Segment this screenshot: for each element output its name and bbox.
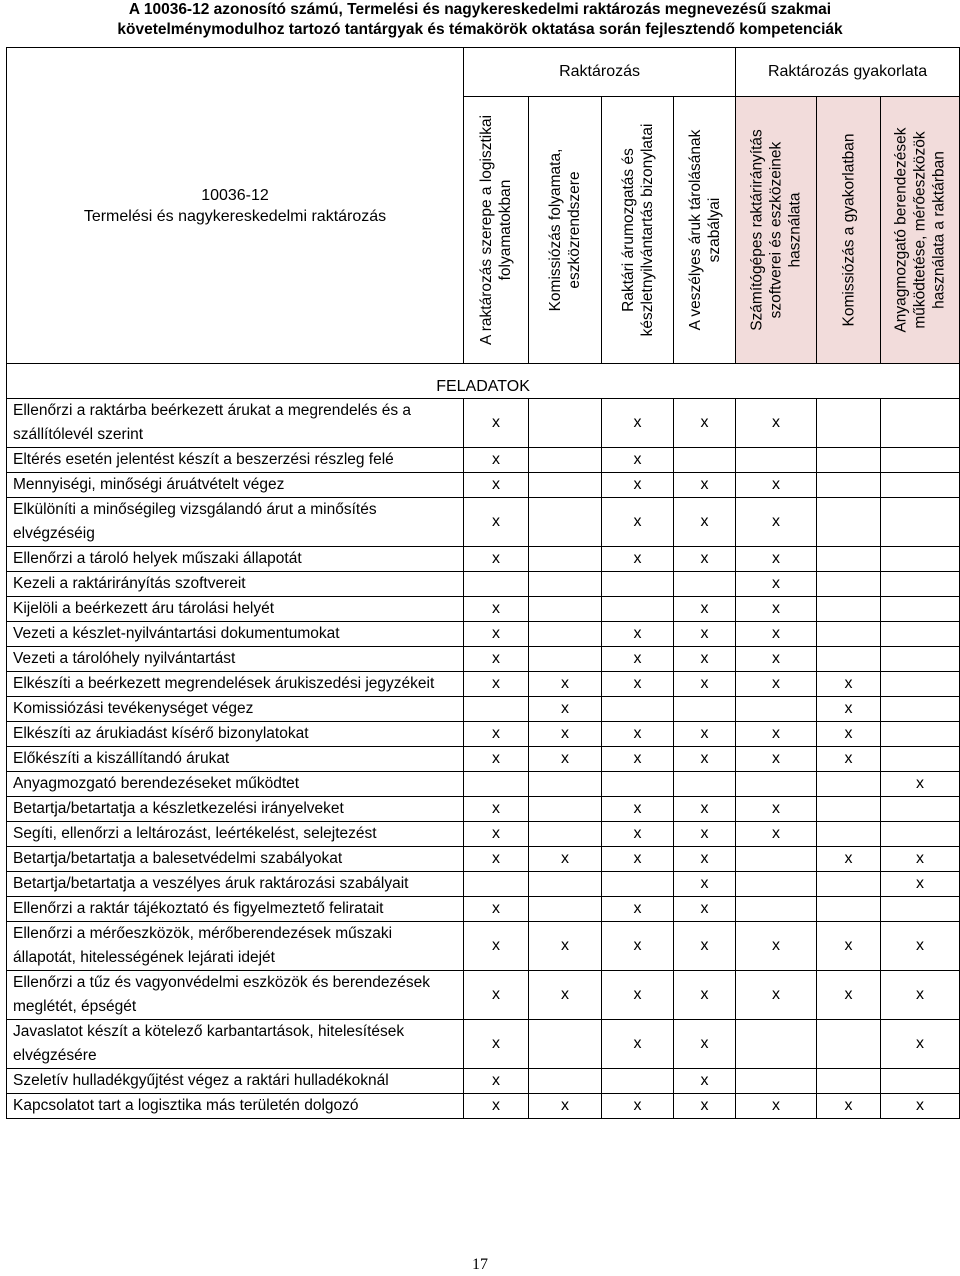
mark-cell [529,473,602,498]
task-cell: Ellenőrzi a tűz és vagyonvédelmi eszközök és berendezések meglétét, épségét [7,971,464,1020]
task-cell: Előkészíti a kiszállítandó árukat [7,747,464,772]
task-cell: Elkészíti az árukiadást kísérő bizonylatokat [7,722,464,747]
table-row [7,747,960,772]
table-row [7,473,960,498]
mark-cell: x [464,722,529,747]
mark-cell: x [736,572,817,597]
title-line-2: követelménymodulhoz tartozó tantárgyak és témakörök oktatása során fejlesztendő kompetenciák [117,21,843,38]
mark-cell: x [674,797,736,822]
task-cell: Kapcsolatot tart a logisztika más területén dolgozó [7,1094,464,1119]
mark-cell: x [817,922,881,971]
task-cell: Kezeli a raktárirányítás szoftvereit [7,572,464,597]
mark-cell: x [464,622,529,647]
mark-cell [529,797,602,822]
task-cell: Elkülöníti a minőségileg vizsgálandó árut a minősítés elvégzéséig [7,498,464,547]
table-row [7,897,960,922]
table-row [7,1020,960,1069]
mark-cell [464,772,529,797]
mark-cell [881,572,960,597]
mark-cell [529,822,602,847]
mark-cell [736,1069,817,1094]
mark-cell [674,697,736,722]
mark-cell [817,1020,881,1069]
mark-cell: x [736,922,817,971]
mark-cell: x [736,672,817,697]
document-title [20,0,940,40]
task-cell: Vezeti a készlet-nyilvántartási dokumentumokat [7,622,464,647]
mark-cell: x [602,847,674,872]
mark-cell [881,622,960,647]
subject-header-row [7,48,960,97]
topic-header-3 [602,97,674,364]
mark-cell [881,547,960,572]
subject-raktarozas: Raktározás [464,48,736,97]
mark-cell [817,572,881,597]
table-row [7,697,960,722]
mark-cell [736,772,817,797]
mark-cell [674,572,736,597]
mark-cell [817,772,881,797]
mark-cell: x [817,747,881,772]
mark-cell: x [464,747,529,772]
topic-header-2 [529,97,602,364]
mark-cell: x [464,971,529,1020]
tasks-header-row [7,364,960,399]
mark-cell [529,872,602,897]
mark-cell: x [464,1069,529,1094]
task-cell: Vezeti a tárolóhely nyilvántartást [7,647,464,672]
mark-cell: x [674,1020,736,1069]
mark-cell: x [736,622,817,647]
topic-label: Számítógépes raktárirányítás szoftverei és eszközeinek használata [748,129,804,331]
mark-cell: x [736,747,817,772]
mark-cell [529,597,602,622]
mark-cell: x [674,847,736,872]
tasks-header: FELADATOK [7,364,960,399]
table-row [7,822,960,847]
mark-cell: x [736,722,817,747]
mark-cell: x [674,547,736,572]
mark-cell: x [736,473,817,498]
task-cell: Mennyiségi, minőségi áruátvételt végez [7,473,464,498]
task-cell: Szeletív hulladékgyűjtést végez a raktári hulladékoknál [7,1069,464,1094]
mark-cell: x [881,1094,960,1119]
mark-cell: x [464,847,529,872]
mark-cell [817,448,881,473]
mark-cell: x [674,722,736,747]
task-cell: Segíti, ellenőrzi a leltározást, leértékelést, selejtezést [7,822,464,847]
mark-cell: x [529,672,602,697]
mark-cell [817,597,881,622]
mark-cell: x [674,498,736,547]
task-cell: Ellenőrzi a raktár tájékoztató és figyelmeztető feliratait [7,897,464,922]
mark-cell [881,597,960,622]
task-cell: Betartja/betartatja a készletkezelési irányelveket [7,797,464,822]
mark-cell: x [602,922,674,971]
mark-cell: x [674,622,736,647]
mark-cell [464,572,529,597]
mark-cell: x [674,473,736,498]
mark-cell: x [464,473,529,498]
topic-header-7 [881,97,960,364]
mark-cell: x [529,722,602,747]
task-cell: Betartja/betartatja a veszélyes áruk raktározási szabályait [7,872,464,897]
table-row [7,597,960,622]
mark-cell [881,747,960,772]
mark-cell [529,498,602,547]
mark-cell [529,448,602,473]
title-line-1: A 10036-12 azonosító számú, Termelési és nagykereskedelmi raktározás megnevezésű szakmai [128,1,832,18]
page-number: 17 [472,1256,488,1273]
mark-cell [464,697,529,722]
mark-cell: x [529,847,602,872]
mark-cell [881,697,960,722]
mark-cell [464,872,529,897]
mark-cell [529,1020,602,1069]
table-row [7,448,960,473]
task-cell: Komissiózási tevékenységet végez [7,697,464,722]
mark-cell [529,897,602,922]
mark-cell [817,872,881,897]
topic-header-1 [464,97,529,364]
mark-cell [817,547,881,572]
mark-cell: x [674,971,736,1020]
table-row [7,672,960,697]
mark-cell: x [602,399,674,448]
mark-cell: x [817,971,881,1020]
topic-label: Raktári árumozgatás és készletnyilvántartás bizonylatai [619,123,656,337]
mark-cell [817,1069,881,1094]
topic-label: A raktározás szerepe a logisztikai folyamatokban [478,114,514,346]
mark-cell: x [602,897,674,922]
mark-cell: x [602,722,674,747]
mark-cell: x [736,1094,817,1119]
mark-cell [529,772,602,797]
task-cell: Anyagmozgató berendezéseket működtet [7,772,464,797]
mark-cell [817,473,881,498]
mark-cell [602,1069,674,1094]
mark-cell: x [736,797,817,822]
mark-cell: x [674,897,736,922]
mark-cell [881,448,960,473]
mark-cell: x [464,647,529,672]
mark-cell [736,847,817,872]
table-row [7,971,960,1020]
module-name: Termelési és nagykereskedelmi raktározás [83,207,387,225]
topic-label: Komissiózás folyamata, eszközrendszere [547,148,583,312]
mark-cell [817,647,881,672]
mark-cell: x [602,1094,674,1119]
mark-cell [602,572,674,597]
table-row [7,847,960,872]
mark-cell: x [736,971,817,1020]
mark-cell: x [464,399,529,448]
mark-cell: x [881,971,960,1020]
mark-cell [736,897,817,922]
mark-cell [529,547,602,572]
mark-cell: x [602,822,674,847]
mark-cell [881,897,960,922]
competency-matrix-table [6,47,960,1119]
mark-cell [881,722,960,747]
mark-cell: x [464,547,529,572]
mark-cell: x [674,872,736,897]
task-cell: Ellenőrzi a tároló helyek műszaki állapotát [7,547,464,572]
task-cell: Betartja/betartatja a balesetvédelmi szabályokat [7,847,464,872]
mark-cell: x [602,672,674,697]
mark-cell [674,772,736,797]
mark-cell: x [881,847,960,872]
task-cell: Elkészíti a beérkezett megrendelések árukiszedési jegyzékeit [7,672,464,697]
mark-cell: x [602,547,674,572]
mark-cell [529,1069,602,1094]
mark-cell: x [529,697,602,722]
mark-cell [881,822,960,847]
mark-cell: x [674,597,736,622]
mark-cell: x [736,822,817,847]
mark-cell: x [674,1069,736,1094]
mark-cell [529,647,602,672]
mark-cell [674,448,736,473]
mark-cell: x [602,448,674,473]
task-cell: Ellenőrzi a mérőeszközök, mérőberendezések műszaki állapotát, hitelességének lejárati idejét [7,922,464,971]
mark-cell: x [736,399,817,448]
mark-cell: x [464,822,529,847]
table-row [7,872,960,897]
table-row [7,498,960,547]
mark-cell: x [602,473,674,498]
mark-cell: x [817,1094,881,1119]
topic-header-4 [674,97,736,364]
table-row [7,572,960,597]
mark-cell: x [464,597,529,622]
mark-cell: x [817,722,881,747]
mark-cell: x [674,399,736,448]
mark-cell: x [674,822,736,847]
mark-cell: x [736,597,817,622]
mark-cell [817,622,881,647]
mark-cell: x [881,872,960,897]
task-cell: Kijelöli a beérkezett áru tárolási helyét [7,597,464,622]
mark-cell: x [464,672,529,697]
mark-cell [602,697,674,722]
mark-cell: x [529,971,602,1020]
table-row [7,647,960,672]
table-row [7,1069,960,1094]
mark-cell: x [464,1094,529,1119]
mark-cell: x [464,897,529,922]
table-row [7,722,960,747]
mark-cell [817,822,881,847]
table-row [7,399,960,448]
mark-cell: x [602,797,674,822]
mark-cell: x [736,547,817,572]
mark-cell [881,399,960,448]
mark-cell [529,572,602,597]
topic-header-5 [736,97,817,364]
mark-cell: x [817,847,881,872]
mark-cell: x [602,1020,674,1069]
topic-label: A veszélyes áruk tárolásának szabályai [686,129,723,331]
mark-cell: x [602,622,674,647]
mark-cell: x [674,647,736,672]
mark-cell: x [464,922,529,971]
mark-cell [736,1020,817,1069]
mark-cell: x [464,448,529,473]
mark-cell: x [881,922,960,971]
mark-cell [817,498,881,547]
mark-cell: x [674,922,736,971]
mark-cell: x [529,1094,602,1119]
mark-cell: x [817,697,881,722]
mark-cell: x [674,672,736,697]
mark-cell: x [464,1020,529,1069]
mark-cell [602,597,674,622]
mark-cell [602,772,674,797]
mark-cell: x [464,498,529,547]
mark-cell: x [674,1094,736,1119]
topic-label: Komissiózás a gyakorlatban [840,133,858,327]
mark-cell [817,797,881,822]
mark-cell: x [602,498,674,547]
mark-cell: x [674,747,736,772]
mark-cell [736,697,817,722]
table-row [7,1094,960,1119]
subject-raktarozas-gyakorlata: Raktározás gyakorlata [736,48,960,97]
mark-cell: x [602,971,674,1020]
mark-cell [817,897,881,922]
mark-cell [881,473,960,498]
mark-cell [736,872,817,897]
task-cell: Javaslatot készít a kötelező karbantartások, hitelesítések elvégzésére [7,1020,464,1069]
mark-cell: x [529,747,602,772]
table-row [7,922,960,971]
mark-cell: x [736,647,817,672]
mark-cell: x [881,1020,960,1069]
mark-cell: x [529,922,602,971]
topic-label: Anyagmozgató berendezések működtetése, mérőeszközök használata a raktárban [892,127,948,333]
module-code: 10036-12 [201,186,269,204]
mark-cell [602,872,674,897]
mark-cell: x [817,672,881,697]
mark-cell [881,1069,960,1094]
mark-cell: x [602,747,674,772]
table-row [7,772,960,797]
table-row [7,547,960,572]
mark-cell [529,622,602,647]
mark-cell: x [602,647,674,672]
mark-cell [736,448,817,473]
mark-cell: x [464,797,529,822]
mark-cell [881,672,960,697]
mark-cell: x [881,772,960,797]
table-row [7,797,960,822]
mark-cell [881,647,960,672]
table-row [7,622,960,647]
mark-cell [817,399,881,448]
mark-cell: x [736,498,817,547]
mark-cell [529,399,602,448]
module-cell [7,48,464,364]
task-cell: Ellenőrzi a raktárba beérkezett árukat a megrendelés és a szállítólevél szerint [7,399,464,448]
task-cell: Eltérés esetén jelentést készít a beszerzési részleg felé [7,448,464,473]
mark-cell [881,498,960,547]
topic-header-6 [817,97,881,364]
mark-cell [881,797,960,822]
